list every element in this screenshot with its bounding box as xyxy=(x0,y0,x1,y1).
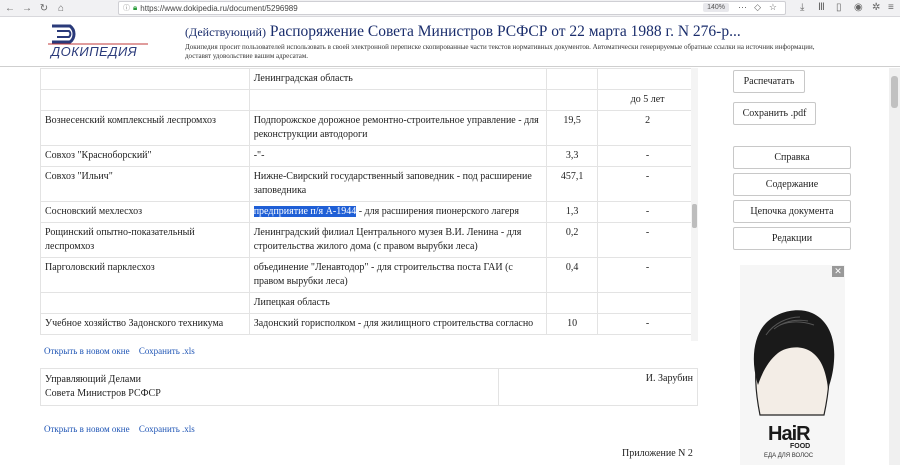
table-cell-c2: -"- xyxy=(249,146,547,167)
table-row xyxy=(41,314,698,335)
open-new-window-link[interactable]: Открыть в новом окне xyxy=(44,346,130,356)
save-xls-link[interactable]: Сохранить .xls xyxy=(138,346,195,356)
url-text: https://www.dokipedia.ru/document/5296989 xyxy=(140,3,298,13)
document-table xyxy=(40,68,698,335)
browser-toolbar xyxy=(0,0,900,17)
table-cell-c3: 1,3 xyxy=(547,202,598,223)
table-row xyxy=(41,223,698,258)
table-cell-c3 xyxy=(547,293,598,314)
table-cell-c3: 457,1 xyxy=(547,167,598,202)
cell-text: - для расширения пионерского лагеря xyxy=(356,206,519,217)
signature-links xyxy=(44,424,202,434)
table-scrollbar-thumb[interactable] xyxy=(692,204,697,228)
table-scrollbar[interactable] xyxy=(691,68,698,341)
table-row xyxy=(41,258,698,293)
signature-name: И. Зарубин xyxy=(645,373,693,384)
document-chain-button[interactable]: Цепочка документа xyxy=(733,200,851,223)
table-cell-c2 xyxy=(249,90,547,111)
table-cell-c4: 2 xyxy=(598,111,698,146)
sidebar-icon[interactable]: ▯ xyxy=(836,2,842,13)
signature-line-1: Управляющий Делами xyxy=(45,374,142,385)
table-cell-c2: Подпорожское дорожное ремонтно-строительное управление - для реконструкции автодороги xyxy=(249,111,547,146)
table-cell-c3 xyxy=(547,90,598,111)
page-scrollbar[interactable] xyxy=(889,68,900,465)
save-pdf-button[interactable]: Сохранить .pdf xyxy=(733,102,816,125)
ad-brand-sub: FOOD xyxy=(790,443,811,450)
forward-icon[interactable]: → xyxy=(22,2,32,14)
table-cell-c4: до 5 лет xyxy=(598,90,698,111)
signature-line-2: Совета Министров РСФСР xyxy=(45,388,161,399)
table-cell-c3 xyxy=(547,69,598,90)
extension-icon[interactable]: ✲ xyxy=(872,2,881,13)
logo-emblem-icon xyxy=(48,22,153,46)
editions-button[interactable]: Редакции xyxy=(733,227,851,250)
page-title xyxy=(185,23,741,41)
table-cell-c2: Нижне-Свирский государственный заповедник - под расширение заповедника xyxy=(249,167,547,202)
lock-icon: 🔒︎ xyxy=(133,3,138,12)
table-cell-c1: Сосновский мехлесхоз xyxy=(41,202,250,223)
back-icon[interactable]: ← xyxy=(5,2,15,14)
table-cell-c4: - xyxy=(598,258,698,293)
table-row xyxy=(41,202,698,223)
table-cell-c1 xyxy=(41,69,250,90)
appendix-heading: Приложение N 2 xyxy=(622,448,693,459)
ad-close-icon[interactable]: ✕ xyxy=(832,266,844,277)
document-status: (Действующий) xyxy=(185,25,266,39)
table-row xyxy=(41,111,698,146)
zoom-level[interactable]: 140% xyxy=(703,3,729,12)
table-cell-c2 xyxy=(249,202,547,223)
menu-icon[interactable]: ≡ xyxy=(888,2,894,13)
table-cell-c4: - xyxy=(598,314,698,335)
table-row xyxy=(41,146,698,167)
table-cell-c1: Рощинский опытно-показательный леспромхоз xyxy=(41,223,250,258)
address-bar[interactable] xyxy=(118,1,786,15)
table-cell-c2: Ленинградская область xyxy=(249,69,547,90)
help-button[interactable]: Справка xyxy=(733,146,851,169)
table-cell-c1 xyxy=(41,90,250,111)
table-cell-c4: - xyxy=(598,146,698,167)
library-icon[interactable]: Ⅲ xyxy=(818,2,825,13)
table-cell-c3: 10 xyxy=(547,314,598,335)
table-cell-c4 xyxy=(598,293,698,314)
open-new-window-link[interactable]: Открыть в новом окне xyxy=(44,424,130,434)
table-cell-c3: 3,3 xyxy=(547,146,598,167)
ad-man-illustration xyxy=(740,265,845,425)
reload-icon[interactable]: ↻ xyxy=(39,2,49,14)
table-cell-c2: Задонский горисполком - для жилищного строительства согласно xyxy=(249,314,547,335)
table-cell-c4: - xyxy=(598,202,698,223)
table-cell-c1: Учебное хозяйство Задонского техникума xyxy=(41,314,250,335)
table-row xyxy=(41,69,698,90)
table-cell-c1 xyxy=(41,293,250,314)
table-cell-c2: Ленинградский филиал Центрального музея В.И. Ленина - для строительства жилого дома (с правом вырубки леса) xyxy=(249,223,547,258)
table-row xyxy=(41,293,698,314)
table-cell-c4: - xyxy=(598,223,698,258)
document-title: Распоряжение Совета Министров РСФСР от 22 марта 1988 г. N 276-р... xyxy=(269,23,741,40)
advertisement[interactable] xyxy=(740,265,845,465)
ad-brand: HaiR xyxy=(768,423,810,445)
table-cell-c3: 0,4 xyxy=(547,258,598,293)
table-cell-c3: 0,2 xyxy=(547,223,598,258)
page-scrollbar-thumb[interactable] xyxy=(891,76,898,108)
table-cell-c3: 19,5 xyxy=(547,111,598,146)
ad-tagline: ЕДА ДЛЯ ВОЛОС xyxy=(764,453,814,459)
copy-notice: Докипедия просит пользователей использовать в своей электронной переписке скопированные части текстов нормативных документов. Автоматически генерируемые обратные ссылки на источник информации, доставят удовольствие вашим адресатам. xyxy=(185,43,815,60)
account-icon[interactable]: ◉ xyxy=(854,2,863,13)
table-cell-c1: Вознесенский комплексный леспромхоз xyxy=(41,111,250,146)
table-links xyxy=(44,346,202,356)
pocket-icon[interactable]: ◇ xyxy=(754,2,761,12)
site-logo[interactable] xyxy=(48,22,153,62)
contents-button[interactable]: Содержание xyxy=(733,173,851,196)
selected-text[interactable]: предприятие п/я А-1944 xyxy=(253,206,357,217)
table-cell-c1: Совхоз "Красноборский" xyxy=(41,146,250,167)
bookmark-star-icon[interactable]: ☆ xyxy=(768,2,777,12)
site-header xyxy=(0,18,900,67)
table-row xyxy=(41,90,698,111)
logo-text: ДОКИПЕДИЯ xyxy=(51,44,138,59)
downloads-icon[interactable]: ⤓ xyxy=(800,2,805,13)
signature-table xyxy=(40,368,698,406)
print-button[interactable]: Распечатать xyxy=(733,70,805,93)
table-row xyxy=(41,167,698,202)
signature-position xyxy=(41,369,499,405)
table-cell-c1: Совхоз "Ильич" xyxy=(41,167,250,202)
home-icon[interactable]: ⌂ xyxy=(57,2,65,14)
table-cell-c4 xyxy=(598,69,698,90)
page-actions-icon[interactable]: ⋯ xyxy=(738,2,747,12)
page-info-icon[interactable]: ⓘ xyxy=(123,5,130,12)
table-cell-c1: Парголовский парклесхоз xyxy=(41,258,250,293)
table-cell-c2: Липецкая область xyxy=(249,293,547,314)
document-table-viewport[interactable] xyxy=(40,68,698,341)
table-cell-c2: объединение "Ленавтодор" - для строительства поста ГАИ (с правом вырубки леса) xyxy=(249,258,547,293)
save-xls-link[interactable]: Сохранить .xls xyxy=(138,424,195,434)
table-cell-c4: - xyxy=(598,167,698,202)
